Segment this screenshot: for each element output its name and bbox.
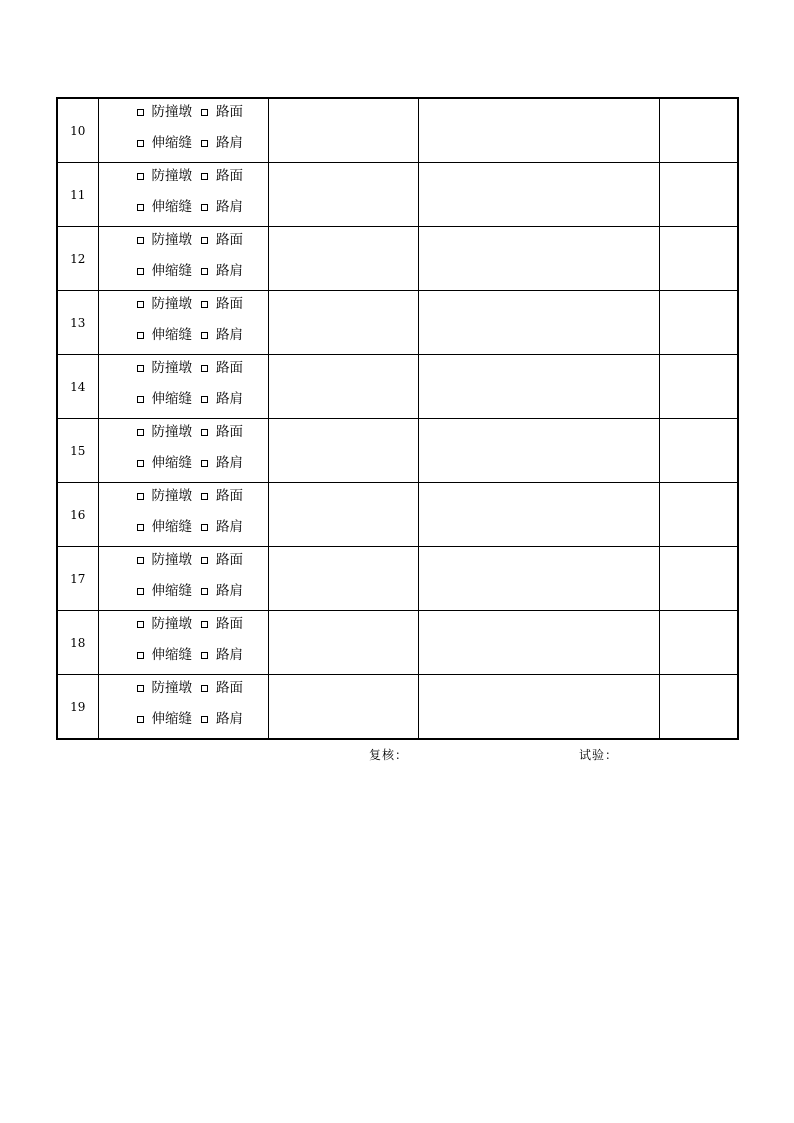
checkbox-joint[interactable] (137, 460, 144, 467)
checkbox-barrier[interactable] (137, 237, 144, 244)
test-label: 试验： (579, 748, 619, 762)
option-label-shoulder: 路肩 (216, 135, 243, 151)
checkbox-pavement[interactable] (201, 557, 208, 564)
option-line-bottom (137, 199, 244, 215)
cell-blank-a[interactable] (268, 227, 418, 291)
option-line-bottom (137, 327, 244, 343)
checkbox-barrier[interactable] (137, 685, 144, 692)
row-number: 19 (57, 675, 98, 740)
checkbox-pavement[interactable] (201, 109, 208, 116)
checkbox-pavement[interactable] (201, 685, 208, 692)
checkbox-pavement[interactable] (201, 237, 208, 244)
cell-blank-b[interactable] (418, 291, 659, 355)
option-label-shoulder: 路肩 (216, 711, 243, 727)
row-number: 17 (57, 547, 98, 611)
option-line-top (137, 296, 244, 312)
location-options (98, 483, 268, 547)
checkbox-joint[interactable] (137, 204, 144, 211)
checkbox-pavement[interactable] (201, 429, 208, 436)
location-options (98, 163, 268, 227)
option-line-top (137, 232, 244, 248)
checkbox-barrier[interactable] (137, 365, 144, 372)
cell-blank-a[interactable] (268, 611, 418, 675)
option-line-bottom (137, 263, 244, 279)
cell-blank-a[interactable] (268, 483, 418, 547)
option-label-joint: 伸缩缝 (151, 327, 192, 343)
checkbox-joint[interactable] (137, 396, 144, 403)
option-line-top (137, 104, 244, 120)
option-label-joint: 伸缩缝 (151, 583, 192, 599)
table-row (57, 483, 738, 547)
checkbox-joint[interactable] (137, 716, 144, 723)
cell-blank-c[interactable] (659, 483, 738, 547)
option-label-joint: 伸缩缝 (151, 391, 192, 407)
option-line-bottom (137, 391, 244, 407)
option-label-barrier: 防撞墩 (151, 104, 192, 120)
table-row (57, 291, 738, 355)
location-options (98, 611, 268, 675)
location-options (98, 675, 268, 740)
checkbox-joint[interactable] (137, 524, 144, 531)
cell-blank-b[interactable] (418, 611, 659, 675)
cell-blank-a[interactable] (268, 419, 418, 483)
checkbox-shoulder[interactable] (201, 332, 208, 339)
table-row (57, 547, 738, 611)
cell-blank-b[interactable] (418, 483, 659, 547)
option-line-top (137, 488, 244, 504)
checkbox-pavement[interactable] (201, 173, 208, 180)
option-line-top (137, 552, 244, 568)
option-label-barrier: 防撞墩 (151, 360, 192, 376)
option-label-pavement: 路面 (216, 552, 243, 568)
row-number: 18 (57, 611, 98, 675)
option-line-bottom (137, 647, 244, 663)
table-row (57, 98, 738, 163)
checkbox-barrier[interactable] (137, 621, 144, 628)
option-label-shoulder: 路肩 (216, 327, 243, 343)
checkbox-shoulder[interactable] (201, 140, 208, 147)
location-options (98, 227, 268, 291)
checkbox-shoulder[interactable] (201, 652, 208, 659)
checkbox-joint[interactable] (137, 588, 144, 595)
cell-blank-c[interactable] (659, 675, 738, 740)
cell-blank-c[interactable] (659, 355, 738, 419)
checkbox-barrier[interactable] (137, 429, 144, 436)
inspection-table (56, 97, 739, 740)
option-label-barrier: 防撞墩 (151, 424, 192, 440)
option-line-top (137, 680, 244, 696)
cell-blank-c[interactable] (659, 227, 738, 291)
review-label: 复核： (369, 748, 409, 762)
option-label-barrier: 防撞墩 (151, 680, 192, 696)
cell-blank-c[interactable] (659, 547, 738, 611)
option-label-pavement: 路面 (216, 616, 243, 632)
table-row (57, 227, 738, 291)
row-number: 11 (57, 163, 98, 227)
option-line-bottom (137, 583, 244, 599)
option-label-barrier: 防撞墩 (151, 488, 192, 504)
option-label-pavement: 路面 (216, 168, 243, 184)
row-number: 10 (57, 98, 98, 163)
option-label-joint: 伸缩缝 (151, 519, 192, 535)
cell-blank-a[interactable] (268, 675, 418, 740)
option-label-joint: 伸缩缝 (151, 135, 192, 151)
cell-blank-a[interactable] (268, 98, 418, 163)
table-row (57, 355, 738, 419)
row-number: 12 (57, 227, 98, 291)
row-number: 14 (57, 355, 98, 419)
table-row (57, 419, 738, 483)
option-label-shoulder: 路肩 (216, 583, 243, 599)
option-label-pavement: 路面 (216, 680, 243, 696)
option-label-joint: 伸缩缝 (151, 455, 192, 471)
location-options (98, 355, 268, 419)
cell-blank-b[interactable] (418, 227, 659, 291)
option-label-pavement: 路面 (216, 296, 243, 312)
option-label-pavement: 路面 (216, 104, 243, 120)
option-label-shoulder: 路肩 (216, 647, 243, 663)
option-label-pavement: 路面 (216, 360, 243, 376)
row-number: 15 (57, 419, 98, 483)
table-row (57, 675, 738, 740)
cell-blank-c[interactable] (659, 419, 738, 483)
option-line-bottom (137, 519, 244, 535)
location-options (98, 98, 268, 163)
checkbox-barrier[interactable] (137, 173, 144, 180)
checkbox-shoulder[interactable] (201, 268, 208, 275)
checkbox-barrier[interactable] (137, 557, 144, 564)
checkbox-shoulder[interactable] (201, 716, 208, 723)
table-body (57, 98, 738, 739)
cell-blank-c[interactable] (659, 291, 738, 355)
checkbox-shoulder[interactable] (201, 588, 208, 595)
checkbox-shoulder[interactable] (201, 460, 208, 467)
option-label-pavement: 路面 (216, 232, 243, 248)
cell-blank-b[interactable] (418, 547, 659, 611)
table-row (57, 163, 738, 227)
cell-blank-c[interactable] (659, 163, 738, 227)
location-options (98, 291, 268, 355)
checkbox-pavement[interactable] (201, 493, 208, 500)
option-line-top (137, 360, 244, 376)
option-label-barrier: 防撞墩 (151, 296, 192, 312)
checkbox-shoulder[interactable] (201, 396, 208, 403)
location-options (98, 419, 268, 483)
cell-blank-a[interactable] (268, 291, 418, 355)
cell-blank-b[interactable] (418, 98, 659, 163)
cell-blank-a[interactable] (268, 547, 418, 611)
cell-blank-b[interactable] (418, 355, 659, 419)
option-label-shoulder: 路肩 (216, 455, 243, 471)
option-line-top (137, 168, 244, 184)
checkbox-barrier[interactable] (137, 109, 144, 116)
cell-blank-a[interactable] (268, 355, 418, 419)
option-label-barrier: 防撞墩 (151, 616, 192, 632)
checkbox-joint[interactable] (137, 332, 144, 339)
option-label-joint: 伸缩缝 (151, 199, 192, 215)
checkbox-barrier[interactable] (137, 493, 144, 500)
option-line-bottom (137, 455, 244, 471)
checkbox-joint[interactable] (137, 140, 144, 147)
checkbox-pavement[interactable] (201, 301, 208, 308)
option-line-top (137, 424, 244, 440)
table-row (57, 611, 738, 675)
checkbox-shoulder[interactable] (201, 524, 208, 531)
option-label-pavement: 路面 (216, 424, 243, 440)
row-number: 13 (57, 291, 98, 355)
option-label-joint: 伸缩缝 (151, 711, 192, 727)
checkbox-barrier[interactable] (137, 301, 144, 308)
option-label-pavement: 路面 (216, 488, 243, 504)
option-label-joint: 伸缩缝 (151, 263, 192, 279)
cell-blank-a[interactable] (268, 163, 418, 227)
cell-blank-c[interactable] (659, 98, 738, 163)
option-label-barrier: 防撞墩 (151, 168, 192, 184)
checkbox-pavement[interactable] (201, 365, 208, 372)
location-options (98, 547, 268, 611)
cell-blank-b[interactable] (418, 675, 659, 740)
option-label-barrier: 防撞墩 (151, 552, 192, 568)
cell-blank-c[interactable] (659, 611, 738, 675)
option-line-bottom (137, 711, 244, 727)
option-label-shoulder: 路肩 (216, 519, 243, 535)
option-label-shoulder: 路肩 (216, 199, 243, 215)
checkbox-shoulder[interactable] (201, 204, 208, 211)
option-line-top (137, 616, 244, 632)
checkbox-pavement[interactable] (201, 621, 208, 628)
option-line-bottom (137, 135, 244, 151)
cell-blank-b[interactable] (418, 419, 659, 483)
checkbox-joint[interactable] (137, 652, 144, 659)
checkbox-joint[interactable] (137, 268, 144, 275)
cell-blank-b[interactable] (418, 163, 659, 227)
option-label-shoulder: 路肩 (216, 263, 243, 279)
option-label-joint: 伸缩缝 (151, 647, 192, 663)
option-label-barrier: 防撞墩 (151, 232, 192, 248)
option-label-shoulder: 路肩 (216, 391, 243, 407)
row-number: 16 (57, 483, 98, 547)
